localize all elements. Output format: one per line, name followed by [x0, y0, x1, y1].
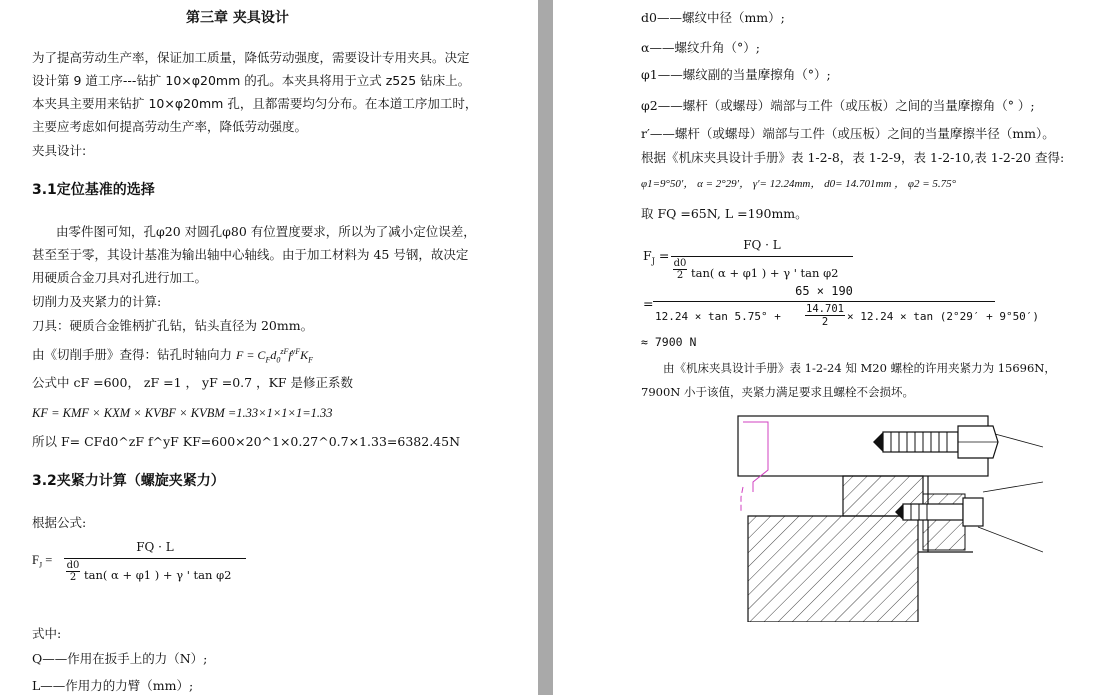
lookup-line: 根据《机床夹具设计手册》表 1-2-8，表 1-2-9，表 1-2-10,表 1-2-20 查得: [641, 150, 1065, 165]
conclusion-line-1: 由《机床夹具设计手册》表 1-2-24 知 M20 螺栓的许用夹紧力为 15696N， [663, 361, 1056, 375]
approx-result: ≈ 7900 N [641, 335, 697, 349]
chapter-title: 第三章 夹具设计 [186, 10, 289, 26]
def-r: r′——螺杆（或螺母）端部与工件（或压板）之间的当量摩擦半径（mm）。 [641, 126, 1055, 141]
def-d0: d0——螺纹中径（mm）; [641, 10, 785, 25]
right-d0-over-2 [673, 258, 687, 281]
right-two-label: 2 [676, 270, 684, 281]
fraction-bar [64, 558, 246, 559]
calc-inner-fraction [805, 303, 845, 328]
section1-line-3: 用硬质合金刀具对孔进行加工。 [32, 270, 208, 285]
calc-inner-num: 14.701 [806, 303, 844, 315]
conclusion-line-2: 7900N 小于该值，夹紧力满足要求且螺栓不会损坏。 [641, 385, 914, 399]
clamp-formula-numerator: FQ · L [136, 540, 174, 554]
document-page-right [553, 0, 1102, 695]
fixture-drawing [733, 412, 1043, 622]
section-heading-3-1: 3.1定位基准的选择 [32, 182, 155, 198]
section1-line-4: 切削力及夹紧力的计算: [32, 294, 162, 309]
intro-line-2: 设计第 9 道工序---钻扩 10×φ20mm 的孔。本夹具将用于立式 z525 钻床上。 [32, 73, 471, 88]
def-alpha: α——螺纹升角（°）; [641, 40, 760, 55]
section1-line-2: 甚至至于零，其设计基准为输出轴中心轴线。由于加工材料为 45 号钢，故决定 [32, 247, 469, 262]
calc-numerator: 65 × 190 [795, 284, 853, 298]
def-q: Q——作用在扳手上的力（N）; [32, 651, 208, 666]
calc-denominator-right: × 12.24 × tan (2°29′ + 9°50′) [847, 310, 1040, 323]
manual-line-text: 由《切削手册》查得：钻孔时轴向力 [32, 347, 233, 362]
section-heading-3-2: 3.2夹紧力计算（螺旋夹紧力） [32, 473, 225, 489]
intro-line-4: 主要应考虑如何提高劳动生产率，降低劳动强度。 [32, 119, 308, 134]
intro-line-1: 为了提高劳动生产率，保证加工质量，降低劳动强度，需要设计专用夹具。决定 [32, 50, 470, 65]
parameter-values: φ1=9°50′， α = 2°29′， γ′= 12.24mm， d0= 14.701mm ， φ2 = 5.75° [641, 178, 957, 190]
two-label: 2 [69, 572, 77, 583]
equals-sign: = [643, 296, 654, 311]
document-page-left [0, 0, 538, 695]
d0-over-2 [66, 560, 80, 583]
calc-inner-den: 2 [821, 316, 829, 328]
right-formula-numerator: FQ · L [743, 238, 781, 252]
intro-line-3: 本夹具主要用来钻扩 10×φ20mm 孔，且都需要均匀分布。在本道工序加工时， [32, 96, 478, 111]
formula-lhs: $F_J$ = [32, 553, 53, 570]
intro-line-5: 夹具设计: [32, 143, 87, 158]
formula-lhs-text: F [32, 553, 39, 567]
calc-fraction-bar [653, 301, 995, 302]
d0-label: d0 [66, 560, 80, 571]
clamp-formula-fraction [64, 540, 246, 590]
manual-formula: $F = C_Fd_0^{zF}f^{yF}K_F$ [236, 347, 314, 365]
right-clamp-formula-fraction [671, 238, 853, 288]
right-d0-label: d0 [673, 258, 687, 269]
right-formula-lhs: $F_J$ = [643, 248, 670, 266]
calc-denominator-left: 12.24 × tan 5.75° + [655, 310, 781, 323]
def-phi1: φ1——螺纹副的当量摩擦角（°）; [641, 67, 831, 82]
result-line: 所以 F= CFd0^zF f^yF KF=600×20^1×0.27^0.7×1.33=6382.45N [32, 434, 461, 449]
def-l: L——作用力的力臂（mm）; [32, 678, 194, 693]
def-phi2: φ2——螺杆（或螺母）端部与工件（或压板）之间的当量摩擦角（° ）; [641, 98, 1035, 113]
right-fraction-bar [671, 256, 853, 257]
clamp-formula-denominator: tan( α + φ1 ) + γ ' tan φ2 [84, 568, 232, 582]
right-formula-denominator: tan( α + φ1 ) + γ ' tan φ2 [691, 266, 839, 280]
page-gap [538, 0, 553, 695]
section1-line-1: 由零件图可知，孔φ20 对圆孔φ80 有位置度要求，所以为了减小定位误差， [56, 224, 476, 239]
take-values: 取 FQ =65N, L =190mm。 [641, 206, 808, 221]
where-label: 式中: [32, 626, 62, 641]
coeff-line: 公式中 cF =600， zF =1 ， yF =0.7 ，KF 是修正系数 [32, 375, 354, 390]
manual-line [32, 344, 313, 368]
calc-fraction [653, 284, 1040, 334]
kf-formula: KF = KMF × KXM × KVBF × KVBM =1.33×1×1×1=1.33 [32, 406, 333, 420]
by-formula-label: 根据公式: [32, 515, 87, 530]
section1-line-5: 刀具：硬质合金锥柄扩孔钻，钻头直径为 20mm。 [32, 318, 314, 333]
